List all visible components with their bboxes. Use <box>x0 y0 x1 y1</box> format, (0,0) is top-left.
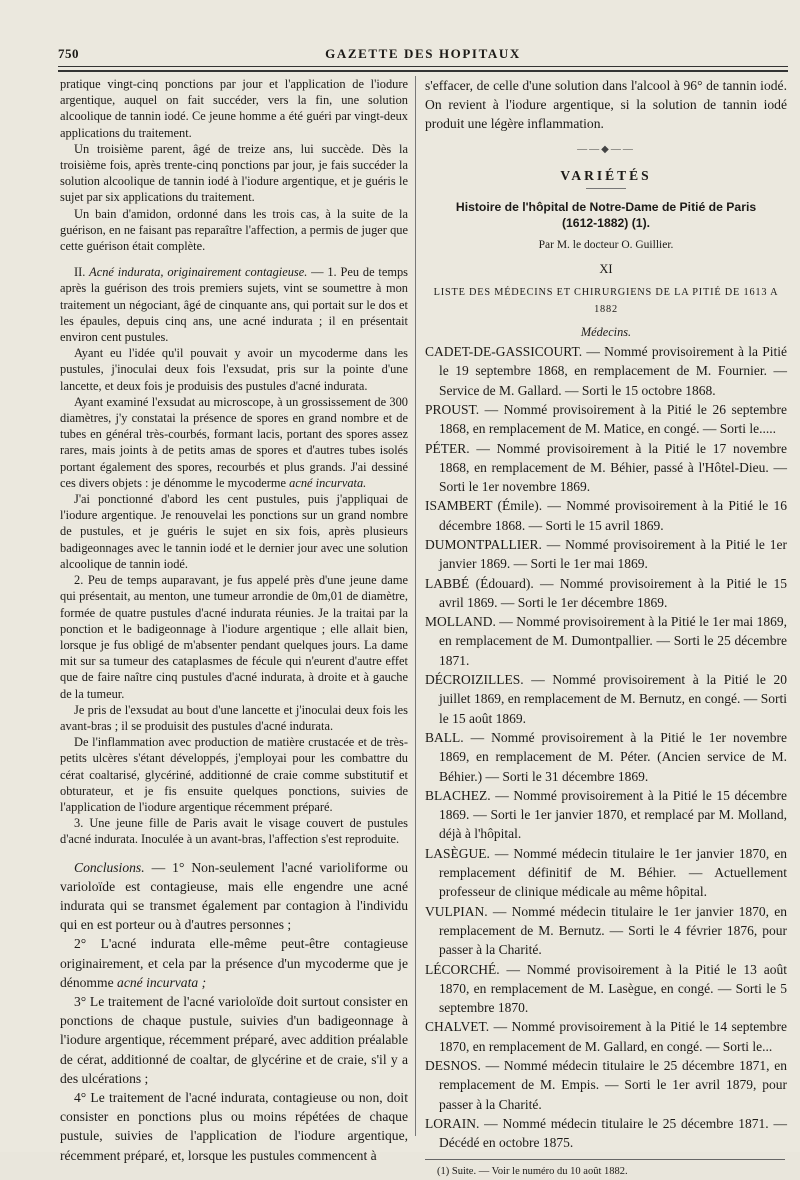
list-item: BALL. — Nommé provisoirement à la Pitié le 1er novembre 1869, en remplacement de M. Péter. (Ancien service de M. Béhier.) — Sorti le 31 décembre 1869. <box>425 729 787 784</box>
conclusion-paragraph: 4° Le traitement de l'acné indurata, contagieuse ou non, doit consister en ponctions plus ou moins répétées de chaque pustule, suivies de l'application de l'iodure argentique, récemment préparé, et, lorsque les pustules commencent à <box>60 1089 408 1163</box>
case-heading-paragraph <box>60 264 408 345</box>
list-item: CHALVET. — Nommé provisoirement à la Pitié le 14 septembre 1870, en remplacement de M. Gallard, en congé. — Sorti le... <box>425 1019 787 1054</box>
chapter-number: XI <box>599 262 613 277</box>
paragraph: Ayant eu l'idée qu'il pouvait y avoir un mycoderme dans les pustules, j'inoculai deux fois l'exsudat, pris sur la pointe d'une lancette, et deux fois je produisis des pustules d'acné indurata. <box>60 346 408 393</box>
paragraph: 3. Une jeune fille de Paris avait le visage couvert de pustules d'acné indurata. Inoculée à un avant-bras, l'affection s'est reproduite. <box>60 816 408 847</box>
list-item: PROUST. — Nommé provisoirement à la Pitié le 26 septembre 1868, en remplacement de M. Matice, en congé. — Sorti le..... <box>425 401 787 437</box>
page-number: 750 <box>58 46 79 61</box>
conclusion-paragraph: 3° Le traitement de l'acné varioloïde doit surtout consister en ponctions de chaque pustule, suivies d'un badigeonnage à l'iodure argentique, récemment préparé, avec addition préalable de cérat, additionné de coaltar, de glycérine et de craie, s'il y a des ulcérations ; <box>60 993 408 1086</box>
physician-list <box>425 342 787 1152</box>
section-rule <box>586 188 626 189</box>
paragraph <box>60 394 408 491</box>
list-item: PÉTER. — Nommé provisoirement à la Pitié le 17 novembre 1868, en remplacement de M. Béhier, passé à l'Hôtel-Dieu. — Sorti le 1er novembre 1869. <box>425 440 787 495</box>
list-item: BLACHEZ. — Nommé provisoirement à la Pitié le 15 décembre 1869. — Sorti le 1er janvier 1870, et remplacé par M. Molland, déjà à l'hôpital. <box>425 787 787 842</box>
list-heading: LISTE DES MÉDECINS ET CHIRURGIENS DE LA PITIÉ DE 1613 A 1882 <box>433 287 779 315</box>
sub-heading: Médecins. <box>580 324 632 339</box>
paragraph: Je pris de l'exsudat au bout d'une lancette et j'inoculai deux fois les avant-bras ; il se produisit des pustules d'acné indurata. <box>60 702 408 733</box>
right-column <box>425 76 787 1180</box>
list-item: ISAMBERT (Émile). — Nommé provisoirement à la Pitié le 16 décembre 1868. — Sorti le 15 avril 1869. <box>425 498 787 533</box>
list-item: LASÈGUE. — Nommé médecin titulaire le 1er janvier 1870, en remplacement définitif de M. Béhier. — Actuellement professeur de clinique médicale au même hôpital. <box>425 845 787 900</box>
list-item: LÉCORCHÉ. — Nommé provisoirement à la Pitié le 13 août 1870, en remplacement de M. Lasègue, en congé. — Sorti le 5 septembre 1870. <box>425 961 787 1016</box>
mycoderme-name: acné incurvata ; <box>117 974 207 990</box>
byline: Par M. le docteur O. Guillier. <box>538 239 674 252</box>
conclusions-paragraph <box>60 858 408 935</box>
ornament-divider: ——◆—— <box>577 143 635 155</box>
conclusion-text: 2° L'acné indurata elle-même peut-être contagieuse originairement, et cela par la présence d'un mycoderme que je dénomme <box>60 936 408 990</box>
left-column <box>60 76 408 1165</box>
paragraph: De l'inflammation avec production de matière crustacée et de très-petits ulcères s'étant développés, j'employai pour les combattre du cérat coaltarisé, glycériné, additionné de craie comme substitutif et obturateur, et je fis ensuite quelques ponctions, suivies de l'application de l'iodure argentique récemment préparé. <box>60 735 408 814</box>
paragraph: J'ai ponctionné d'abord les cent pustules, puis j'appliquai de l'iodure argentique. Je renouvelai les ponctions sur un grand nombre de pustules, et je guéris le sujet en six fois, après plusieurs badigeonnages avec le tannin iodé et le dernier jour avec une solution alcoolique de tannin iodé. <box>60 492 408 571</box>
article-title-line: Histoire de l'hôpital de Notre-Dame de Pitié de Paris <box>455 200 757 215</box>
header-rule-thick <box>58 70 788 72</box>
paragraph-text: Ayant examiné l'exsudat au microscope, à un grossissement de 300 diamètres, j'y constatai la présence de spores en grand nombre et de tubes en général très-courbés, formant lacis, portant des spores assez rares, mais joints à de petits amas de spores et d'autres tubes isolés portant également des spores, recourbés et plus grands. J'ai dessiné ces divers objets : je dénomme le mycoderme <box>60 394 408 490</box>
conclusion-paragraph <box>60 934 408 992</box>
paragraph: Un troisième parent, âgé de treize ans, lui succède. Dès la troisième fois, après trente-cinq ponctions par jour, je fais succéder la solution alcoolique de tannin iodé à l'iodure argentique, et je guéris le sujet par six applications du traitement. <box>60 141 408 205</box>
conclusions-label: Conclusions. <box>74 859 145 875</box>
section-heading: VARIÉTÉS <box>560 167 652 183</box>
case-number: II. <box>74 265 90 280</box>
mycoderme-name: acné incurvata. <box>289 475 367 490</box>
paragraph: 2. Peu de temps auparavant, je fus appelé près d'une jeune dame qui présentait, au menton, une tumeur arrondie de 0m,01 de diamètre, formée de quatre pustules d'acné indurata réunies. Je la traitai par la ponction et le badigeonnage à l'iodure argentique ; elle allait bien, lorsque je fus obligé de m'absenter pendant quelques jours. La dame mit sur sa tumeur des cataplasmes de fécule qui n'eurent d'autre effet que de faire naître cinq pustules d'acné indurata, à droite et à gauche de la tumeur. <box>60 573 408 701</box>
paragraph: Un bain d'amidon, ordonné dans les trois cas, à la suite de la guérison, en ne faisant pas reparaître l'affection, a permis de juger que cette guérison était complète. <box>60 206 408 254</box>
footnote-rule <box>425 1159 785 1160</box>
case-title: Acné indurata, originairement contagieuse. <box>89 265 308 280</box>
case-text: — 1. Peu de temps après la guérison des trois premiers sujets, vint se soumettre à mon traitement un négociant, âgé de cinquante ans, qui portait sur le dos et les épaules, depuis cinq ans, une acné indurata ; il en présentait environ cent pustules. <box>60 265 408 345</box>
page-header <box>58 46 788 68</box>
list-item: VULPIAN. — Nommé médecin titulaire le 1er janvier 1870, en remplacement de M. Bernutz. — Sorti le 4 février 1876, pour passer à la Charité. <box>425 903 787 958</box>
article-title <box>425 199 787 231</box>
header-rule-thin <box>58 66 788 67</box>
list-item: MOLLAND. — Nommé provisoirement à la Pitié le 1er mai 1869, en remplacement de M. Dumontpallier. — Sorti le 25 décembre 1871. <box>425 614 787 668</box>
running-title: GAZETTE DES HOPITAUX <box>325 46 521 61</box>
paragraph: pratique vingt-cinq ponctions par jour et l'application de l'iodure argentique, auquel on fait succéder, vers la fin, une solution alcoolique de tannin iodé. Ce jeune homme a été guéri par vingt-deux applications du traitement. <box>60 77 408 140</box>
footnote: (1) Suite. — Voir le numéro du 10 août 1882. <box>437 1165 628 1177</box>
list-item: DESNOS. — Nommé médecin titulaire le 25 décembre 1871, en remplacement de M. Empis. — Sorti le 1er avril 1879, pour passer à la Charité. <box>425 1058 787 1112</box>
list-item: LABBÉ (Édouard). — Nommé provisoirement à la Pitié le 15 avril 1869. — Sorti le 1er décembre 1869. <box>425 575 787 610</box>
conclusion-text: — 1° Non-seulement l'acné varioliforme ou varioloïde est contagieuse, mais elle engendre une acné indurata qui se transmet également par contagion à l'individu qui en est porteur ou à d'autres personnes ; <box>60 859 408 933</box>
article-title-line: (1612-1882) (1). <box>561 216 651 231</box>
paragraph: s'effacer, de celle d'une solution dans l'alcool à 96° de tannin iodé. On revient à l'iodure argentique, si la solution de tannin iodé produit une légère inflammation. <box>425 78 787 132</box>
column-separator <box>415 76 416 1136</box>
list-item: DÉCROIZILLES. — Nommé provisoirement à la Pitié le 20 juillet 1869, en remplacement de M. Bernutz, en congé. — Sorti le 15 août 1869. <box>425 672 787 726</box>
list-item: CADET-DE-GASSICOURT. — Nommé provisoirement à la Pitié le 19 septembre 1868, en remplacement de M. Fournier. — Service de M. Gallard. — Sorti le 15 octobre 1868. <box>425 344 787 398</box>
list-item: LORAIN. — Nommé médecin titulaire le 25 décembre 1871. — Décédé en octobre 1875. <box>425 1115 787 1151</box>
list-item: DUMONTPALLIER. — Nommé provisoirement à la Pitié le 1er janvier 1869. — Sorti le 1er mai 1869. <box>425 537 787 572</box>
